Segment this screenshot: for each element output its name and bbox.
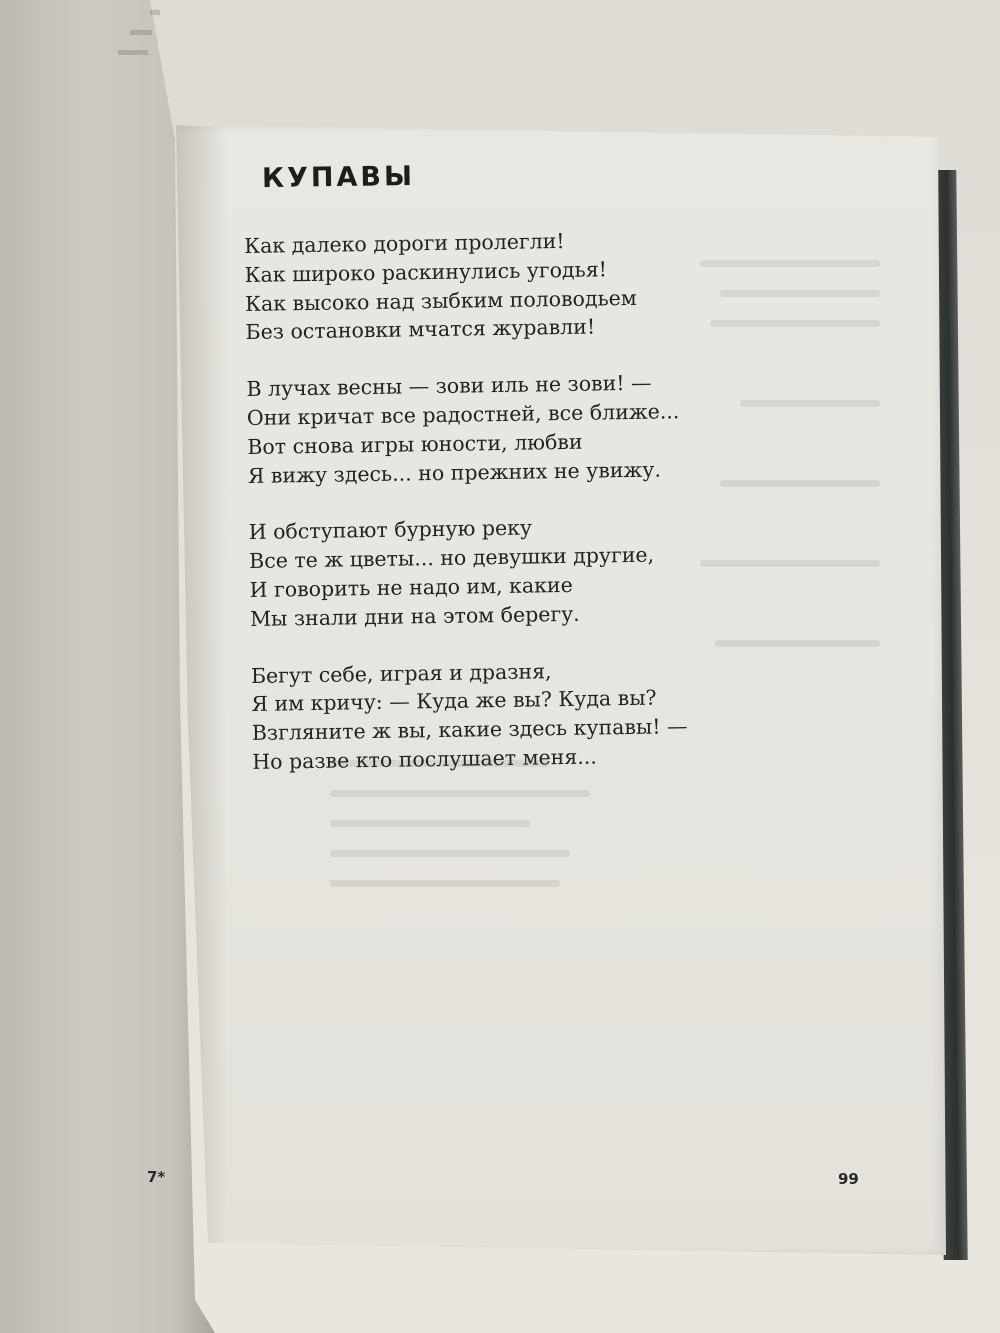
poem-line: Все те ж цветы... но девушки другие, [248,542,655,574]
poem-body [244,224,773,805]
poem-line: Вот снова игры юности, любви [247,429,583,459]
poem-line: Мы знали дни на этом берегу. [249,601,580,631]
poem-title: КУПАВЫ [261,160,416,195]
poem-line: Но разве кто послушает меня... [252,744,598,774]
stanza [251,653,773,776]
poem-line: Без остановки мчатся журавли! [245,314,596,345]
left-page-bleed-line [118,50,148,55]
stanza [246,367,768,490]
poem-line: Как далеко дороги пролегли! [244,228,565,258]
show-through-line [330,820,530,827]
poem-line: И обступают бурную реку [248,515,533,545]
poem-line: Я вижу здесь... но прежних не увижу. [247,457,662,488]
poem-line: И говорить не надо им, какие [249,572,573,602]
show-through-line [330,880,560,887]
left-page-bleed-line [130,30,152,35]
poem-line: Как высоко над зыбким половодьем [244,285,637,316]
signature-mark: 7* [147,1168,166,1186]
stanza [248,510,770,633]
poem-line: Как широко раскинулись угодья! [244,257,608,287]
poem-line: Бегут себе, играя и дразня, [250,658,552,688]
left-page-bleed-line [150,10,160,15]
page-number: 99 [838,1170,859,1188]
poem-line: Я им кричу: — Куда же вы? Куда вы? [251,685,657,717]
stanza [244,224,766,347]
poem-line: Взгляните ж вы, какие здесь купавы! — [251,714,688,746]
poem-line: В лучах весны — зови иль не зови! — [246,370,652,402]
show-through-line [330,850,570,857]
poem-line: Они кричат все радостней, все ближе... [246,399,680,430]
